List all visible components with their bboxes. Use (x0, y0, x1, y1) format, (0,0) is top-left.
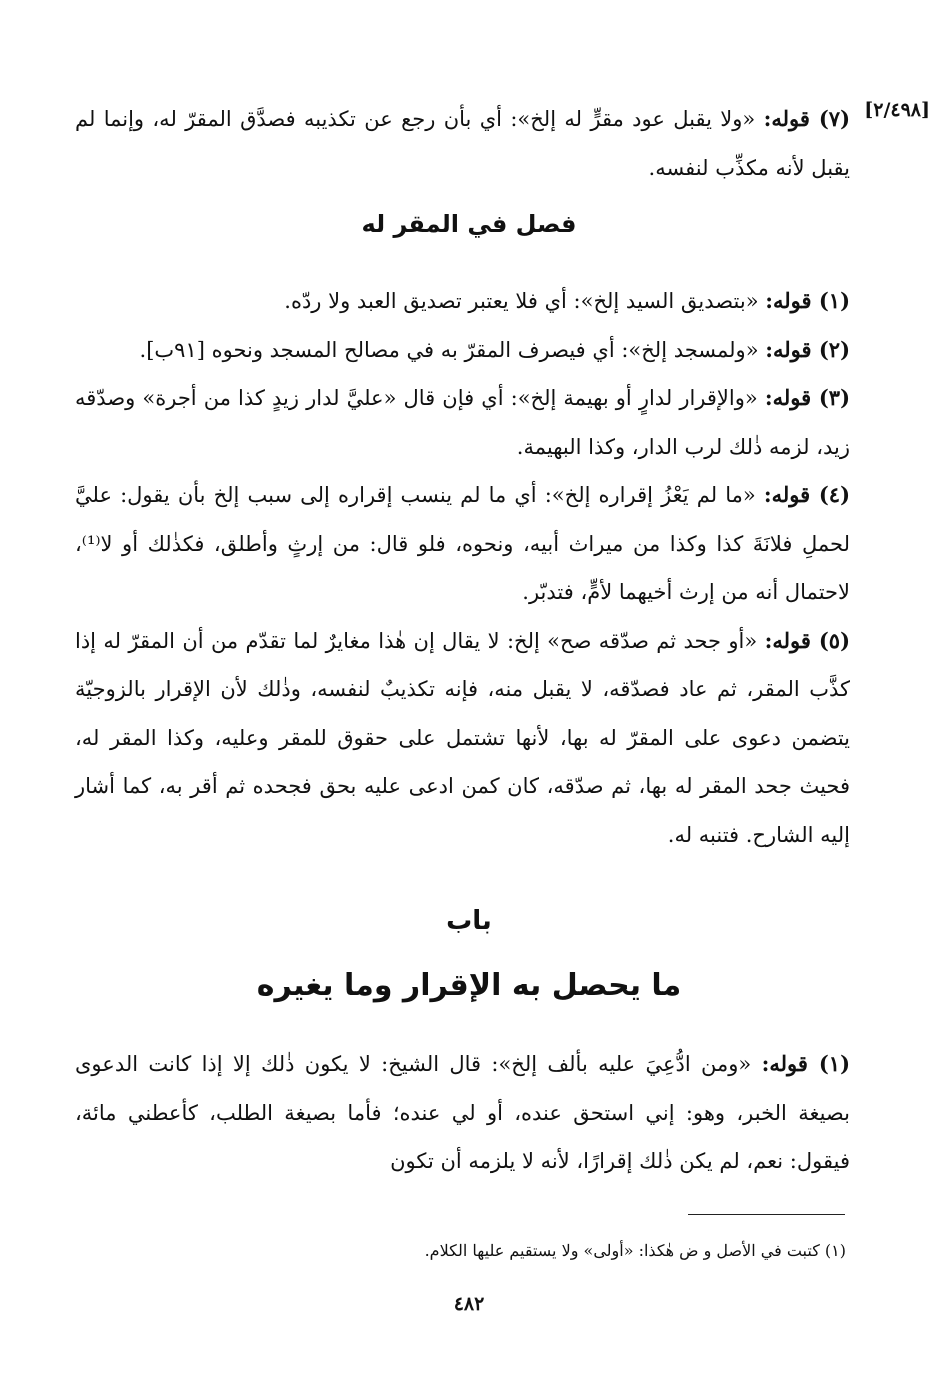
note-label: (٢) قوله: (765, 336, 850, 362)
note-text: «والإقرار لدارٍ أو بهيمة إلخ»: أي فإن قال «عليَّ لدار زيدٍ كذا من أجرة» وصدّقه زيد، لزمه ذٰلك لرب الدار، وكذا البهيمة. (75, 386, 850, 459)
paragraph-text: «ولا يقبل عود مقرٍّ له إلخ»: أي بأن رجع عن تكذيبه فصدَّق المقرّ له، وإنما لم يقبل لأنه مكذِّب لنفسه. (75, 107, 850, 180)
note-label: (١) قوله: (761, 1051, 850, 1076)
footnote-divider (688, 1214, 845, 1215)
note-label: (٥) قوله: (764, 627, 851, 653)
note-text: «ما لم يَعْزُ إقراره إلخ»: أي ما لم ينسب إقراره إلى سبب إلخ بأن يقول: عليَّ لحملِ فلانَةَ كذا وكذا من ميراث أبيه، ونحوه، فلو قال: من إرثٍ وأطلق، فكذٰلك أو لا⁽¹⁾، لاحتمال أنه من إرث أخيهما لأمٍّ، فتدبّر. (75, 483, 850, 604)
note-label: (٤) قوله: (763, 482, 850, 507)
page-marker: [٢/٤٩٨] (864, 99, 930, 121)
note-text: «أو جحد ثم صدّقه صح» إلخ: لا يقال إن هٰذا مغايرٌ لما تقدّم من أن المقرّ له إذا كذَّب المقر، ثم عاد فصدّقه، لا يقبل منه، فإنه تكذيبٌ لنفسه، وذٰلك لأن الإقرار بالزوجيّة يتضمن دعوى على المقرّ له بها، لأنها تشتمل على حقوق للمقر وعليه، وكذا المقر له، فحيث جحد المقر له بها، ثم صدّقه، كان كمن ادعى عليه بحق فجحده ثم أقر به، كما أشار إليه الشارح. فتنبه له. (75, 628, 850, 847)
note-text: «بتصديق السيد إلخ»: أي فلا يعتبر تصديق العبد ولا ردّه. (284, 289, 766, 313)
page-number: ٤٨٢ (453, 1293, 485, 1315)
chapter-note-1 (75, 1040, 850, 1186)
paragraph-7 (75, 95, 850, 192)
chapter-body (75, 1040, 850, 1186)
paragraph-7-block (75, 95, 850, 192)
paragraph-label: (٧) قوله: (763, 106, 851, 131)
footnote: (١) كتبت في الأصل و ض هٰكذا: «أولى» ولا يستقيم عليها الكلام. (424, 1241, 846, 1260)
section-fasl-body (75, 277, 850, 859)
note-text: «ولمسجد إلخ»: أي فيصرف المقرّ به في مصالح المسجد ونحوه [٩١ب]. (139, 337, 766, 362)
note-4 (75, 471, 850, 617)
chapter-title: ما يحصل به الإقرار وما يغيره (256, 968, 682, 1003)
note-3 (75, 374, 850, 471)
note-5 (75, 617, 850, 860)
chapter-heading: باب (446, 906, 492, 936)
note-label: (١) قوله: (765, 288, 850, 313)
note-2 (75, 326, 850, 375)
note-label: (٣) قوله: (764, 385, 851, 410)
note-1 (75, 277, 850, 326)
note-text: «ومن ادُّعِيَ عليه بألف إلخ»: قال الشيخ: لا يكون ذٰلك إلا إذا كانت الدعوى بصيغة الخبر، وهو: إني استحق عنده، أو لي عنده؛ فأما بصيغة الطلب، كأعطني مائة، فيقول: نعم، لم يكن ذٰلك إقرارًا، لأنه لا يلزمه أن تكون (75, 1052, 850, 1173)
section-heading-fasl: فصل في المقر له (361, 210, 577, 238)
